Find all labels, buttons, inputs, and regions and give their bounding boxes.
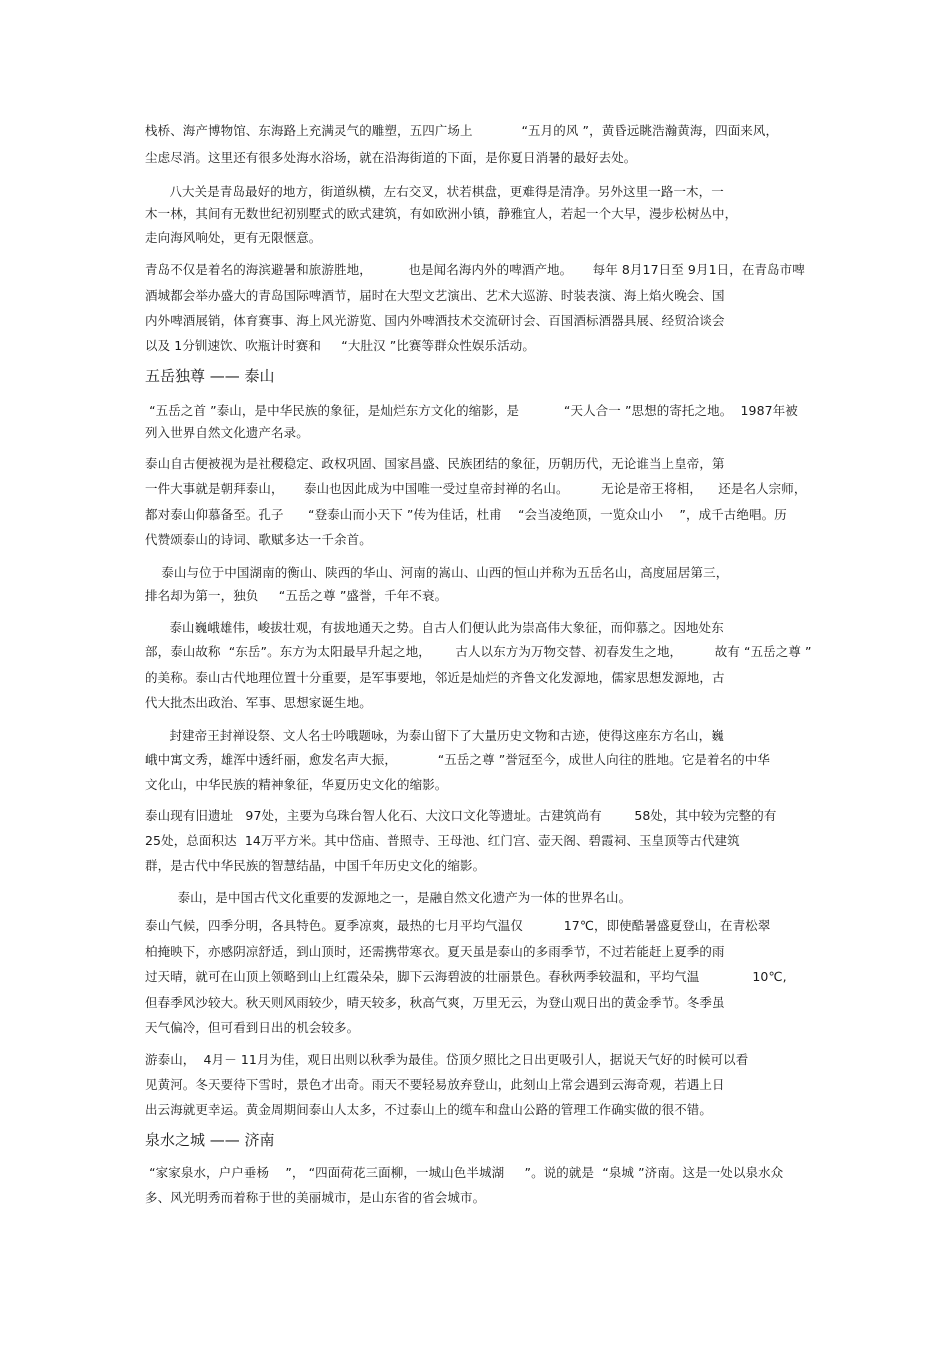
text-line: 出云海就更幸运。黄金周期间泰山人太多，不过泰山上的缆车和盘山公路的管理工作确实做的很不错。 (145, 1102, 713, 1117)
text-line: 天气偏冷，但可看到日出的机会较多。 (145, 1020, 360, 1035)
text-line: 排名却为第一，独负 “五岳之尊 ”盛誉，千年不衰。 (145, 588, 448, 603)
text-line: 酒城都会举办盛大的青岛国际啤酒节，届时在大型文艺演出、艺术大巡游、时装表演、海上焰火晚会、国 (145, 288, 725, 303)
section-heading: 五岳独尊 —— 泰山 (145, 367, 275, 385)
text-line: 柏掩映下，亦感阴凉舒适，到山顶时，还需携带寒衣。夏天虽是泰山的多雨季节，不过若能赶上夏季的雨 (145, 944, 725, 959)
text-line: 栈桥、海产博物馆、东海路上充满灵气的雕塑，五四广场上 “五月的风 ”，黄昏远眺浩瀚黄海，四面来风， (145, 123, 779, 138)
text-line: 群，是古代中华民族的智慧结晶，中国千年历史文化的缩影。 (145, 858, 486, 873)
text-line: 游泰山， 4月－ 11月为佳，观日出则以秋季为最佳。岱顶夕照比之日出更吸引人，据说天气好的时候可以看 (145, 1052, 749, 1067)
text-line: 多、风光明秀而着称于世的美丽城市，是山东省的省会城市。 (145, 1190, 486, 1205)
text-line: 泰山，是中国古代文化重要的发源地之一，是融自然文化遗产为一体的世界名山。 (145, 890, 632, 905)
text-line: 代大批杰出政治、军事、思想家诞生地。 (145, 695, 372, 710)
text-line: 部，泰山故称 “东岳”。东方为太阳最早升起之地， 古人以东方为万物交替、初春发生之地， 故有 “五岳之尊 ” (145, 644, 812, 659)
text-line: 一件大事就是朝拜泰山， 泰山也因此成为中国唯一受过皇帝封禅的名山。 无论是帝王将相， 还是名人宗师， (145, 481, 807, 496)
text-line: 封建帝王封禅设祭、文人名士吟哦题咏，为泰山留下了大量历史文物和古迹，使得这座东方名山，巍 (145, 728, 724, 743)
text-line: 文化山，中华民族的精神象征，华夏历史文化的缩影。 (145, 777, 448, 792)
text-line: 泰山气候，四季分明，各具特色。夏季凉爽，最热的七月平均气温仅 17℃，即使酷暑盛夏登山，在青松翠 (145, 918, 771, 933)
text-line: 过天晴，就可在山顶上领略到山上红霞朵朵，脚下云海碧波的壮丽景色。春秋两季较温和，平均气温 10℃, (145, 969, 787, 984)
text-line: 木一林，其间有无数世纪初别墅式的欧式建筑，有如欧洲小镇，静雅宜人，若起一个大早，漫步松树丛中， (145, 206, 738, 221)
text-line: 列入世界自然文化遗产名录。 (145, 425, 309, 440)
text-line: 但春季风沙较大。秋天则风雨较少，晴天较多，秋高气爽，万里无云，为登山观日出的黄金季节。冬季虽 (145, 995, 725, 1010)
text-line: 的美称。泰山古代地理位置十分重要，是军事要地，邻近是灿烂的齐鲁文化发源地，儒家思想发源地，古 (145, 670, 725, 685)
text-line: 青岛不仅是着名的海滨避暑和旅游胜地， 也是闻名海内外的啤酒产地。 每年 8月17日至 9月1日，在青岛市啤 (145, 262, 805, 277)
text-line: 见黄河。冬天要待下雪时，景色才出奇。雨天不要轻易放弃登山，此刻山上常会遇到云海奇观，若遇上日 (145, 1077, 725, 1092)
section-heading: 泉水之城 —— 济南 (145, 1131, 275, 1149)
text-line: 尘虑尽消。这里还有很多处海水浴场，就在沿海街道的下面，是你夏日消暑的最好去处。 (145, 150, 637, 165)
text-line: 泰山巍峨雄伟，峻拔壮观，有拔地通天之势。自古人们便认此为崇高伟大象征，而仰慕之。因地处东 (145, 620, 724, 635)
text-line: 泰山与位于中国湖南的衡山、陕西的华山、河南的嵩山、山西的恒山并称为五岳名山，高度屈居第三， (145, 565, 729, 580)
text-line: 泰山自古便被视为是社稷稳定、政权巩固、国家昌盛、民族团结的象征，历朝历代，无论谁当上皇帝，第 (145, 456, 725, 471)
text-line: 都对泰山仰慕备至。孔子 “登泰山而小天下 ”传为佳话，杜甫 “会当凌绝顶，一览众山小 ”，成千古绝唱。历 (145, 507, 787, 522)
text-line: 代赞颂泰山的诗词、歌赋多达一千余首。 (145, 532, 372, 547)
text-line: 泰山现有旧遗址 97处，主要为乌珠台智人化石、大汶口文化等遗址。古建筑尚有 58处，其中较为完整的有 (145, 808, 777, 823)
text-line: 25处，总面积达 14万平方米。其中岱庙、普照寺、王母池、红门宫、壶天阁、碧霞祠、玉皇顶等古代建筑 (145, 833, 740, 848)
text-line: 走向海风响处，更有无限惬意。 (145, 230, 322, 245)
text-line: 以及 1分钏速饮、吹瓶计时赛和 “大肚汉 ”比赛等群众性娱乐活动。 (145, 338, 535, 353)
text-line: 内外啤酒展销，体育赛事、海上风光游览、国内外啤酒技术交流研讨会、百国酒标酒器具展、经贸洽谈会 (145, 313, 725, 328)
text-line: 峨中寓文秀，雄浑中透纤丽，愈发名声大振， “五岳之尊 ”誉冠至今，成世人向往的胜地。它是着名的中华 (145, 752, 770, 767)
text-line: “家家泉水，户户垂杨 ”， “四面荷花三面柳，一城山色半城湖 ”。说的就是 “泉城 ”济南。这是一处以泉水众 (145, 1165, 784, 1180)
text-line: 八大关是青岛最好的地方，街道纵横，左右交叉，状若棋盘，更难得是清净。另外这里一路一木，一 (145, 184, 724, 199)
text-line: “五岳之首 ”泰山，是中华民族的象征，是灿烂东方文化的缩影，是 “天人合一 ”思想的寄托之地。 1987年被 (145, 403, 798, 418)
